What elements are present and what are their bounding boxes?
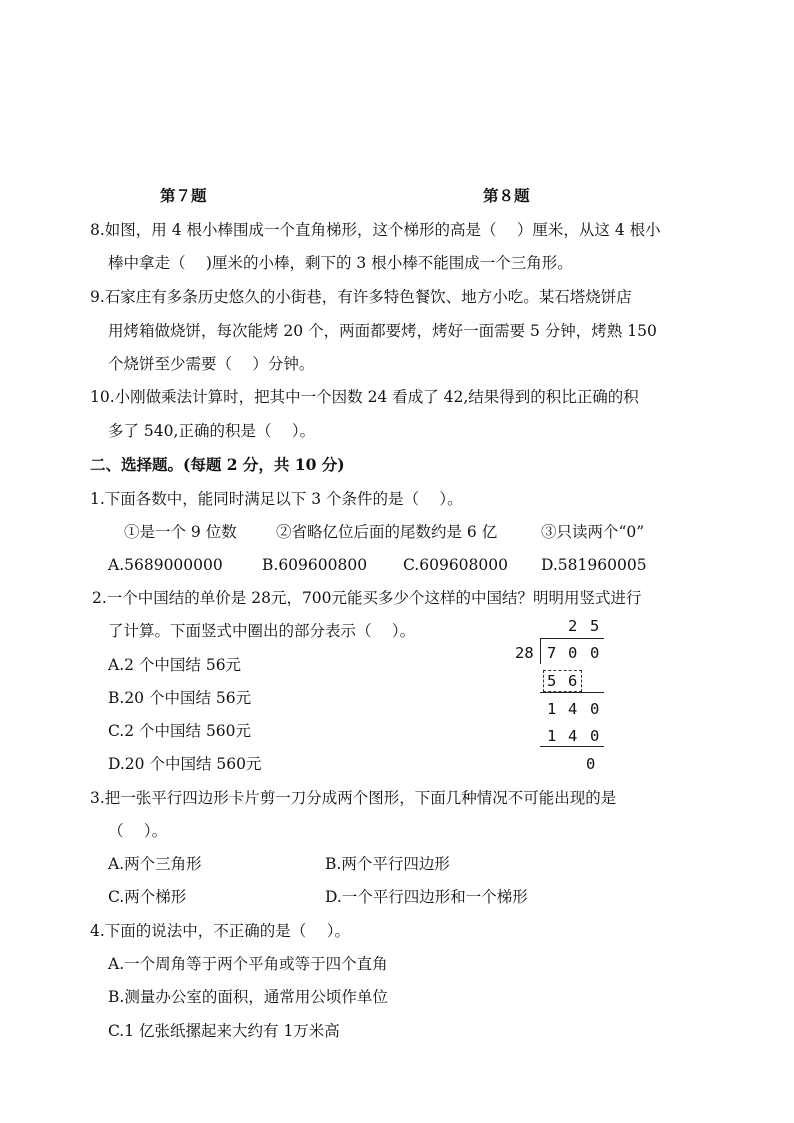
division-line-1 xyxy=(540,692,604,693)
step3-digit-3: 0 xyxy=(590,727,600,745)
question-9-line3: 个烧饼至少需要（ ）分钟。 xyxy=(108,355,315,373)
section-2-title: 二、选择题。(每题 2 分，共 10 分) xyxy=(90,455,345,474)
figure-8-caption: 第８题 xyxy=(483,186,530,205)
choice-1-option-b[interactable]: B.609600800 xyxy=(262,556,368,574)
question-8-line2: 棒中拿走（ )厘米的小棒，剩下的 3 根小棒不能围成一个三角形。 xyxy=(108,254,573,272)
step1-digit-1: 5 xyxy=(547,672,557,690)
choice-1-condition-1: ①是一个 9 位数 xyxy=(124,523,237,541)
division-bracket-top xyxy=(540,638,604,639)
choice-1-stem: 1.下面各数中，能同时满足以下 3 个条件的是（ ）。 xyxy=(90,490,463,508)
step3-digit-1: 1 xyxy=(547,727,557,745)
step2-digit-2: 4 xyxy=(568,700,578,718)
figure-7-caption: 第７题 xyxy=(160,186,207,205)
choice-3-option-a[interactable]: A.两个三角形 xyxy=(108,855,202,873)
step2-digit-3: 0 xyxy=(590,700,600,718)
choice-3-line1: 3.把一张平行四边形卡片剪一刀分成两个图形，下面几种情况不可能出现的是 xyxy=(90,789,617,807)
quotient-digit-ones: 5 xyxy=(590,617,600,635)
choice-1-option-a[interactable]: A.5689000000 xyxy=(108,556,223,574)
remainder: 0 xyxy=(586,755,596,773)
step3-digit-2: 4 xyxy=(568,727,578,745)
division-bracket-side xyxy=(540,638,541,664)
step2-digit-1: 1 xyxy=(547,700,557,718)
choice-3-option-d[interactable]: D.一个平行四边形和一个梯形 xyxy=(325,888,528,906)
dividend-digit-1: 7 xyxy=(547,644,557,662)
choice-1-condition-2: ②省略亿位后面的尾数约是 6 亿 xyxy=(276,523,498,541)
choice-2-line2: 了计算。下面竖式中圈出的部分表示（ ）。 xyxy=(108,622,416,640)
choice-3-line2: （ ）。 xyxy=(108,822,168,840)
quotient-digit-tens: 2 xyxy=(568,617,578,635)
choice-2-option-c[interactable]: C.2 个中国结 560元 xyxy=(108,722,252,740)
choice-4-option-b[interactable]: B.测量办公室的面积，通常用公顷作单位 xyxy=(108,988,388,1006)
question-8-line1: 8.如图，用 4 根小棒围成一个直角梯形，这个梯形的高是（ ）厘米，从这 4 根小 xyxy=(90,221,661,239)
dividend-digit-3: 0 xyxy=(590,644,600,662)
division-line-2 xyxy=(540,746,604,747)
question-10-line2: 多了 540,正确的积是（ ）。 xyxy=(108,422,316,440)
dividend-digit-2: 0 xyxy=(568,644,578,662)
choice-2-option-d[interactable]: D.20 个中国结 560元 xyxy=(108,755,262,773)
choice-1-condition-3: ③只读两个“0” xyxy=(541,523,645,541)
choice-3-option-b[interactable]: B.两个平行四边形 xyxy=(325,855,450,873)
step1-digit-2: 6 xyxy=(568,672,578,690)
question-9-line2: 用烤箱做烧饼，每次能烤 20 个，两面都要烤，烤好一面需要 5 分钟，烤熟 150 xyxy=(108,322,657,340)
choice-4-stem: 4.下面的说法中，不正确的是（ ）。 xyxy=(90,922,350,940)
question-9-line1: 9.石家庄有多条历史悠久的小街巷，有许多特色餐饮、地方小吃。某石塔烧饼店 xyxy=(90,288,632,306)
divisor: 28 xyxy=(515,644,534,662)
choice-2-option-a[interactable]: A.2 个中国结 56元 xyxy=(108,656,242,674)
choice-1-option-d[interactable]: D.581960005 xyxy=(541,556,647,574)
choice-1-option-c[interactable]: C.609608000 xyxy=(403,556,508,574)
choice-3-option-c[interactable]: C.两个梯形 xyxy=(108,888,187,906)
choice-2-option-b[interactable]: B.20 个中国结 56元 xyxy=(108,689,252,707)
question-10-line1: 10.小刚做乘法计算时，把其中一个因数 24 看成了 42,结果得到的积比正确的积 xyxy=(90,388,639,406)
choice-4-option-c[interactable]: C.1 亿张纸摞起来大约有 1万米高 xyxy=(108,1022,340,1040)
choice-2-line1: 2.一个中国结的单价是 28元，700元能买多少个这样的中国结？明明用竖式进行 xyxy=(92,589,642,607)
choice-4-option-a[interactable]: A.一个周角等于两个平角或等于四个直角 xyxy=(108,955,388,973)
